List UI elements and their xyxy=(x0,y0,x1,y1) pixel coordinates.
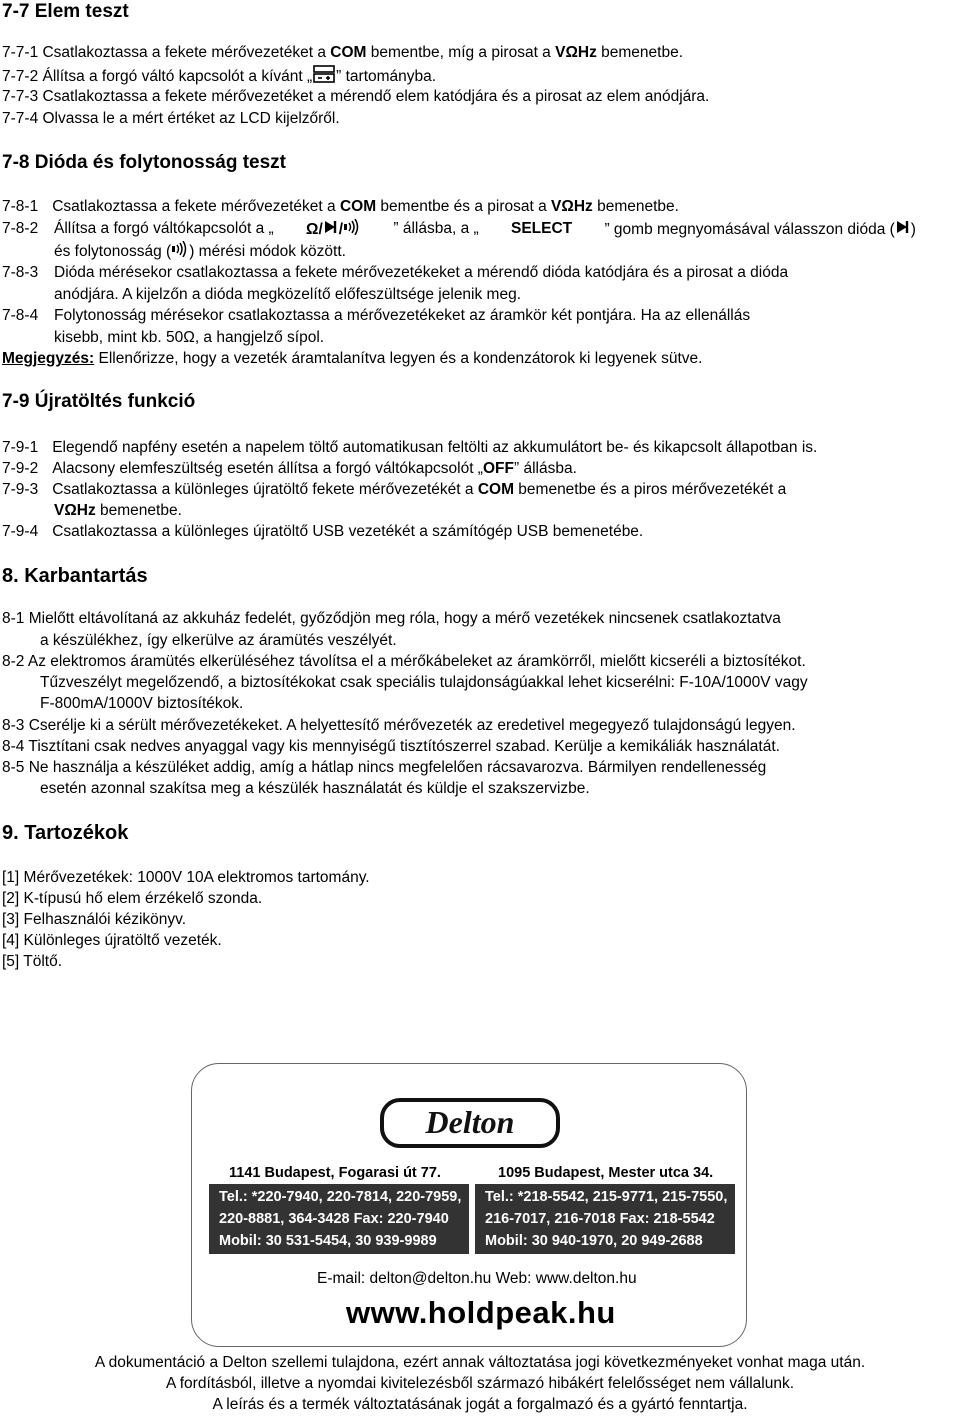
step-text: és folytonosság ( xyxy=(54,243,172,261)
address-left: 1141 Budapest, Fogarasi út 77. xyxy=(229,1165,441,1181)
accessory-item: [1] Mérővezetékek: 1000V 10A elektromos tartomány. xyxy=(2,869,370,886)
address-right: 1095 Budapest, Mester utca 34. xyxy=(498,1165,714,1181)
accessory-item: [3] Felhasználói kézikönyv. xyxy=(2,911,187,928)
step-7-9-1 xyxy=(2,438,817,458)
step-7-7-1 xyxy=(2,43,683,63)
ohm-symbol: Ω/ xyxy=(306,221,323,239)
step-number: 7-9-1 xyxy=(2,439,39,456)
step-text: 7-7-2 Állítsa a forgó váltó kapcsolót a kívánt „ xyxy=(2,68,313,86)
step-7-8-2-number: 7-8-2 xyxy=(2,220,39,237)
phone-block-right xyxy=(475,1184,735,1254)
step-text: bementbe, míg a pirosat a xyxy=(366,44,556,61)
vohz-label: VΩHz xyxy=(54,502,96,519)
step-text: ” állásba, a „ xyxy=(393,220,479,237)
step-8-1-line1: 8-1 Mielőtt eltávolítaná az akkuház fedelét, győződjön meg róla, hogy a mérő vezetékek nincsenek csatlakoztatva xyxy=(2,610,781,627)
step-text: Csatlakoztassa a fekete mérővezetéket a xyxy=(52,198,340,215)
accessory-item: [2] K-típusú hő elem érzékelő szonda. xyxy=(2,890,263,907)
step-7-7-3: 7-7-3 Csatlakoztassa a fekete mérővezetéket a mérendő elem katódjára és a pirosat az elem anódjára. xyxy=(2,88,710,105)
diode-icon xyxy=(323,219,339,241)
step-7-8-4-number: 7-8-4 xyxy=(2,307,39,324)
select-button-label: SELECT xyxy=(510,220,573,237)
logo-text: Delton xyxy=(425,1104,515,1140)
step-number: 7-9-4 xyxy=(2,523,39,540)
phone-line: 220-8881, 364-3428 Fax: 220-7940 xyxy=(219,1211,449,1227)
delton-logo xyxy=(380,1098,560,1153)
step-7-9-4 xyxy=(2,522,643,542)
step-text: Alacsony elemfeszültség esetén állítsa a forgó váltókapcsolót „ xyxy=(52,460,483,477)
diode-icon xyxy=(895,219,911,241)
step-text: ) mérési módok között. xyxy=(189,243,346,261)
step-8-5-line2: esetén azonnal szakítsa meg a készülék használatát és küldje el szakszervizbe. xyxy=(40,780,590,797)
step-7-8-2-line1: Állítsa a forgó váltókapcsolót a „ Ω/ / ” állásba, a „ SELECT ” gomb megnyomásával válasszon dióda ( ) xyxy=(54,219,916,241)
step-text: bemenetbe. xyxy=(596,44,684,61)
continuity-icon xyxy=(171,241,189,263)
accessory-item: [5] Töltő. xyxy=(2,953,63,970)
email-web-line: E-mail: delton@delton.hu Web: www.delton.hu xyxy=(317,1270,637,1287)
step-7-8-3-line1: Dióda mérésekor csatlakoztassa a fekete mérővezetékeket a mérendő dióda katódjára és a pirosat a dióda xyxy=(54,264,789,281)
website-url: www.holdpeak.hu xyxy=(346,1295,616,1330)
step-text: ” állásba. xyxy=(513,460,577,477)
step-text: bementbe és a pirosat a xyxy=(376,198,552,215)
section-title-7-9: 7-9 Újratöltés funkció xyxy=(2,391,196,412)
step-7-8-4-line1: Folytonosság mérésekor csatlakoztassa a mérővezetékeket az áramkör két pontjára. Ha az ellenállás xyxy=(54,307,751,324)
section-title-7-8: 7-8 Dióda és folytonosság teszt xyxy=(2,152,287,173)
footer-line: A leírás és a termék változtatásának jogát a forgalmazó és a gyártó fenntartja. xyxy=(212,1396,748,1413)
step-number: 7-9-3 xyxy=(2,481,39,498)
step-number: 7-8-1 xyxy=(2,198,39,215)
step-8-4: 8-4 Tisztítani csak nedves anyaggal vagy kis mennyiségű tisztítószerrel szabad. Kerülje a kemikáliák használatát. xyxy=(2,738,780,755)
section-title-8: 8. Karbantartás xyxy=(2,565,148,587)
battery-test-icon xyxy=(312,65,336,89)
delton-contact-banner xyxy=(191,1063,747,1347)
step-7-8-2-line2 xyxy=(54,241,346,263)
step-text: ” tartományba. xyxy=(336,68,437,86)
step-text: ) xyxy=(910,221,916,239)
step-7-8-1 xyxy=(2,197,679,217)
com-label: COM xyxy=(339,198,377,215)
step-8-5-line1: 8-5 Ne használja a készüléket addig, amíg a hátlap nincs megfelelően rácsavarozva. Bármilyen rendellenesség xyxy=(2,759,767,776)
step-7-7-2 xyxy=(2,65,436,89)
step-text: bemenetbe. xyxy=(592,198,679,215)
phone-line: Tel.: *218-5542, 215-9771, 215-7550, xyxy=(485,1189,728,1205)
step-text: 7-7-1 Csatlakoztassa a fekete mérővezetéket a xyxy=(2,44,331,61)
step-text: Elegendő napfény esetén a napelem töltő automatikusan feltölti az akkumulátort be- és kikapcsolt állapotban is. xyxy=(52,439,818,456)
footer-line: A dokumentáció a Delton szellemi tulajdona, ezért annak változtatása jogi következményeket vonhat maga után. xyxy=(94,1354,866,1371)
phone-line: Tel.: *220-7940, 220-7814, 220-7959, xyxy=(219,1189,462,1205)
com-label: COM xyxy=(330,44,367,61)
phone-line: Mobil: 30 940-1970, 20 949-2688 xyxy=(485,1233,703,1249)
note-text: Ellenőrizze, hogy a vezeték áramtalanítva legyen és a kondenzátorok ki legyenek sütve. xyxy=(94,350,703,367)
step-text: Csatlakoztassa a különleges újratöltő fekete mérővezetékét a xyxy=(52,481,478,498)
step-7-7-4: 7-7-4 Olvassa le a mért értéket az LCD kijelzőről. xyxy=(2,110,340,127)
accessory-item: [4] Különleges újratöltő vezeték. xyxy=(2,932,222,949)
step-8-3: 8-3 Cserélje ki a sérült mérővezetékeket. A helyettesítő mérővezeték az eredetivel megegyező tulajdonságú legyen. xyxy=(2,717,796,734)
section-title-9: 9. Tartozékok xyxy=(2,822,129,844)
step-text: bemenetbe és a piros mérővezetékét a xyxy=(513,481,787,498)
step-8-1-line2: a készülékhez, így elkerülve az áramütés veszélyét. xyxy=(40,632,397,649)
com-label: COM xyxy=(477,481,514,498)
step-number: 7-9-2 xyxy=(2,460,39,477)
vohz-label: VΩHz xyxy=(555,44,597,61)
step-7-8-4-line2: kisebb, mint kb. 50Ω, a hangjelző sípol. xyxy=(54,329,325,346)
step-8-2-line1: 8-2 Az elektromos áramütés elkerüléséhez távolítsa el a mérőkábeleket az áramkörről, mielőtt kicseréli a biztosítékot. xyxy=(2,653,806,670)
note-label: Megjegyzés: xyxy=(2,350,95,367)
phone-block-left xyxy=(209,1184,469,1254)
section-title-7-7: 7-7 Elem teszt xyxy=(2,1,129,22)
phone-line: 216-7017, 216-7018 Fax: 218-5542 xyxy=(485,1211,715,1227)
step-8-2-line2: Tűzveszélyt megelőzendő, a biztosítékokat csak speciális tulajdonságúakkal lehet kicserélni: F-10A/1000V vagy xyxy=(40,674,808,691)
step-text: ” gomb megnyomásával válasszon dióda ( xyxy=(604,221,895,239)
step-7-9-3 xyxy=(2,480,786,500)
footer-line: A fordításból, illetve a nyomdai kivitelezésből származó hibákért felelősséget nem vállalunk. xyxy=(165,1375,795,1392)
vohz-label: VΩHz xyxy=(551,198,593,215)
phone-line: Mobil: 30 531-5454, 30 939-9989 xyxy=(219,1233,437,1249)
step-text: bemenetbe. xyxy=(95,502,182,519)
step-7-9-2 xyxy=(2,459,577,479)
continuity-icon xyxy=(343,219,361,241)
note xyxy=(2,349,702,369)
step-7-9-3-line2 xyxy=(54,501,182,521)
step-text: Állítsa a forgó váltókapcsolót a „ xyxy=(54,220,274,237)
step-7-8-3-line2: anódjára. A kijelzőn a dióda megközelítő előfeszültsége jelenik meg. xyxy=(54,286,522,303)
step-8-2-line3: F-800mA/1000V biztosítékok. xyxy=(40,695,244,712)
step-text: Csatlakoztassa a különleges újratöltő USB vezetékét a számítógép USB bemenetébe. xyxy=(52,523,644,540)
step-7-8-3-number: 7-8-3 xyxy=(2,264,39,281)
off-label: OFF xyxy=(482,460,514,477)
